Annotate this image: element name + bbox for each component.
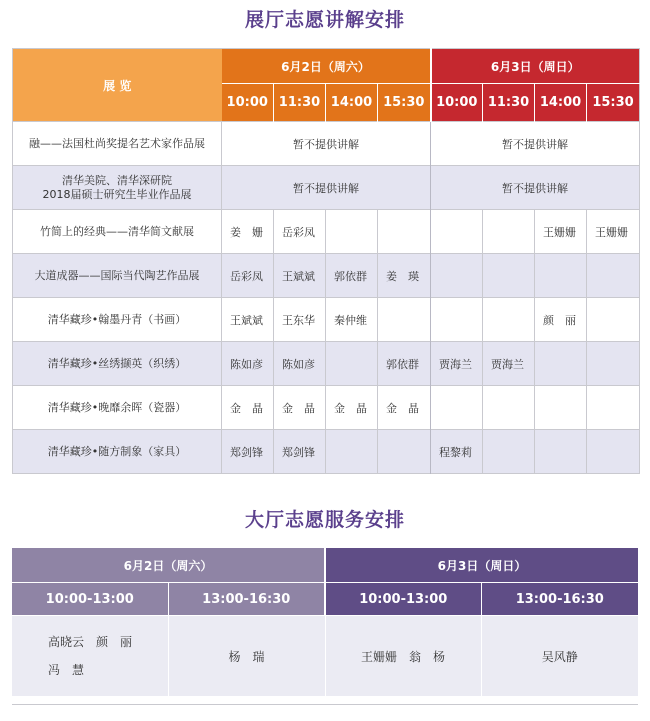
exhibition-name: 清华藏珍•随方制象（家具） [13,430,222,474]
guide-name [587,430,640,474]
day1-time-slot: 11:30 [274,84,326,122]
lobby-volunteers: 吴风静 [481,616,638,697]
table-row [13,430,640,474]
exhibition-name: 竹简上的经典——清华简文献展 [13,210,222,254]
exhibition-column-header: 展 览 [13,49,222,122]
guide-name: 金 晶 [274,386,326,430]
guide-name [431,298,483,342]
guide-name [587,342,640,386]
guide-name: 陈如彦 [222,342,274,386]
guide-name: 岳彩凤 [274,210,326,254]
guide-name: 贾海兰 [483,342,535,386]
guide-name: 王斌斌 [274,254,326,298]
guide-name [535,430,587,474]
guide-name: 王姗姗 [535,210,587,254]
guide-name [535,386,587,430]
table-row [13,254,640,298]
guide-name [587,386,640,430]
guide-name: 王斌斌 [222,298,274,342]
day1-time-slot: 14:00 [326,84,378,122]
table-row [13,298,640,342]
lobby-volunteers: 王姗姗 翁 杨 [325,616,481,697]
table-bottom-rule [12,704,638,705]
day1-time-slot: 15:30 [378,84,431,122]
day1-time-slot: 10:00 [222,84,274,122]
day1-note: 暂不提供讲解 [222,166,431,210]
guide-name: 郑剑锋 [274,430,326,474]
guide-name [483,298,535,342]
lobby-time-slot: 13:00-16:30 [481,583,638,616]
table-row [13,342,640,386]
day2-time-slot: 14:00 [535,84,587,122]
lobby-volunteers [12,616,168,697]
guide-name: 姜 瑛 [378,254,431,298]
day2-header: 6月3日（周日） [431,49,640,84]
exhibition-name: 清华藏珍•翰墨丹青（书画） [13,298,222,342]
guide-name: 陈如彦 [274,342,326,386]
day2-note: 暂不提供讲解 [431,122,640,166]
guide-name: 金 晶 [378,386,431,430]
guide-name [587,298,640,342]
guide-name [326,210,378,254]
lobby-service-title: 大厅志愿服务安排 [244,509,405,531]
lobby-day2-header: 6月3日（周日） [325,548,638,583]
exhibition-name: 清华藏珍•晚靡余晖（瓷器） [13,386,222,430]
guide-name: 金 晶 [222,386,274,430]
guide-name [378,210,431,254]
table-row [13,210,640,254]
guide-name [378,430,431,474]
day2-time-slot: 11:30 [483,84,535,122]
guide-name [535,342,587,386]
guide-name: 秦仲维 [326,298,378,342]
exhibition-name-line: 2018届硕士研究生毕业作品展 [42,187,192,201]
guide-name [483,210,535,254]
guide-name [587,254,640,298]
exhibition-name: 融——法国杜尚奖提名艺术家作品展 [13,122,222,166]
day2-note: 暂不提供讲解 [431,166,640,210]
guide-name: 岳彩凤 [222,254,274,298]
lobby-time-slot: 13:00-16:30 [168,583,325,616]
guide-name: 王姗姗 [587,210,640,254]
exhibition-name: 清华藏珍•丝绣撷英（织绣） [13,342,222,386]
table-row [13,166,640,210]
exhibition-name: 大道成器——国际当代陶艺作品展 [13,254,222,298]
guide-name [483,254,535,298]
volunteer-names: 冯 慧 [48,663,85,677]
table-row [13,122,640,166]
guide-name [378,298,431,342]
lobby-service-table [12,548,638,696]
guide-name [326,342,378,386]
guide-name: 王东华 [274,298,326,342]
volunteer-names: 高晓云 颜 丽 [48,635,133,649]
guide-name [431,386,483,430]
guide-name: 郑剑锋 [222,430,274,474]
guide-name [483,430,535,474]
exhibition-name-line: 清华美院、清华深研院 [62,173,172,187]
guide-name: 金 晶 [326,386,378,430]
guide-name: 郭依群 [378,342,431,386]
guide-name: 姜 姗 [222,210,274,254]
table-row [13,386,640,430]
guided-tour-title: 展厅志愿讲解安排 [244,9,405,31]
lobby-day1-header: 6月2日（周六） [12,548,325,583]
day1-header: 6月2日（周六） [222,49,431,84]
lobby-volunteers: 杨 瑞 [168,616,325,697]
guide-name [535,254,587,298]
guide-name [431,254,483,298]
exhibition-name [13,166,222,210]
guide-name: 贾海兰 [431,342,483,386]
guide-name: 程黎莉 [431,430,483,474]
day2-time-slot: 10:00 [431,84,483,122]
guide-name [483,386,535,430]
guide-name: 郭依群 [326,254,378,298]
day1-note: 暂不提供讲解 [222,122,431,166]
guide-name [326,430,378,474]
guided-tour-schedule-table [12,48,640,474]
day2-time-slot: 15:30 [587,84,640,122]
guide-name [431,210,483,254]
guide-name: 颜 丽 [535,298,587,342]
lobby-time-slot: 10:00-13:00 [12,583,168,616]
lobby-time-slot: 10:00-13:00 [325,583,481,616]
